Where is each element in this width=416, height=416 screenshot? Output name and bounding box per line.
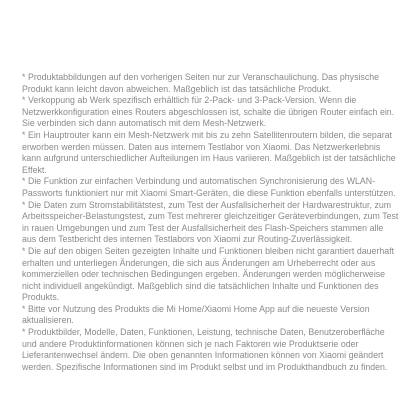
footnote-factory-pairing: * Verkoppung ab Werk spezifisch erhältlich für 2-Pack- und 3-Pack-Version. Wenn die Netzwerkkonfiguration eines Routers abgeschlossen ist, schalte die übrigen Router einfach ein. Sie verbinden sich dann automatisch mit dem Mesh-Netzwerk. <box>22 95 395 129</box>
footnote-product-images: * Produktabbildungen auf den vorherigen Seiten nur zur Veranschaulichung. Das physische Produkt kann leicht davon abweichen. Maßgeblich ist das tatsächliche Produkt. <box>22 72 380 94</box>
footnote-reliability-tests: * Die Daten zum Stromstabilitätstest, zum Test der Ausfallsicherheit der Hardwarestruktur, zum Arbeitsspeicher-Belastungstest, zum Test mehrerer gleichzeitiger Geräteverbindungen, zum Test in rauen Umgebungen und zum Test der Ausfallsicherheit des Flash-Speichers stammen alle aus dem Testbericht des internen Testlabors von Xiaomi zur Routing-Zuverlässigkeit. <box>22 199 399 245</box>
footnote-list <box>22 72 400 373</box>
footnote-content-changes: * Die auf den obigen Seiten gezeigten Inhalte und Funktionen bleiben nicht garantiert dauerhaft erhalten und unterliegen Änderungen, die sich aus Änderungen am Urheberrecht oder aus kommerziellen oder technischen Bedingungen ergeben. Änderungen werden möglicherweise nicht individuell angekündigt. Maßgeblich sind die tatsächlichen Inhalte und Funktionen des Produkts. <box>22 245 395 303</box>
footnote-mesh-network: * Ein Hauptrouter kann ein Mesh-Netzwerk mit bis zu zehn Satellitenroutern bilden, die separat erworben werden müssen. Daten aus internem Testlabor von Xiaomi. Das Netzwerkerlebnis kann aufgrund unterschiedlicher Aufteilungen im Haus variieren. Maßgeblich ist der tatsächliche Effekt. <box>22 129 396 175</box>
footnote-product-information: * Produktbilder, Modelle, Daten, Funktionen, Leistung, technische Daten, Benutzeroberfläche und andere Produktinformationen können sich je nach Faktoren wie Produktserie oder Lieferantenwechsel ändern. Die oben genannten Informationen können von Xiaomi geändert werden. Spezifische Informationen sind im Produkt selbst und im Produkthandbuch zu finden. <box>22 327 388 372</box>
footnote-app-update: * Bitte vor Nutzung des Produkts die Mi Home/Xiaomi Home App auf die neueste Version aktualisieren. <box>22 303 370 326</box>
footnote-wifi-sync: * Die Funktion zur einfachen Verbindung und automatischen Synchronisierung des WLAN-Passworts funktioniert nur mit Xiaomi Smart-Geräten, die diese Funktion ebenfalls unterstützen. <box>22 176 396 198</box>
